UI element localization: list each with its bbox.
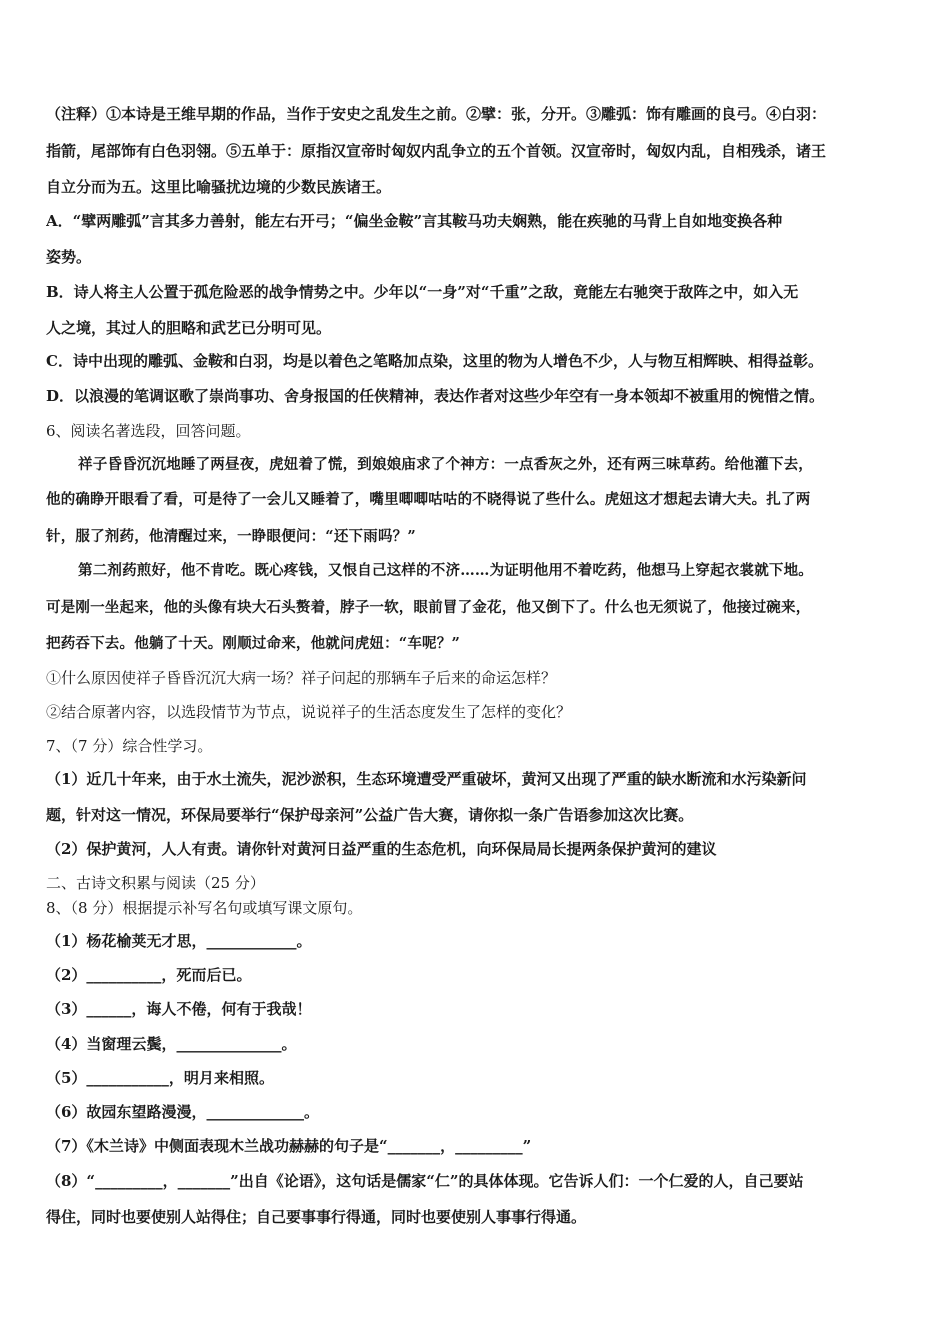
question-7-part-1-line-2: 题，针对这一情况，环保局要举行“保护母亲河”公益广告大赛，请你拟一条广告语参加这次比赛。 [46,806,694,824]
option-c: C．诗中出现的雕弧、金鞍和白羽，均是以着色之笔略加点染，这里的物为人增色不少，人与物互相辉映、相得益彰。 [46,352,823,370]
option-d: D．以浪漫的笔调讴歌了崇尚事功、舍身报国的任侠精神，表达作者对这些少年空有一身本领却不被重用的惋惜之情。 [46,387,825,405]
question-8-item-8-line-2: 得住，同时也要使别人站得住；自己要事事行得通，同时也要使别人事事行得通。 [46,1208,587,1226]
excerpt-p2-line-2: 可是刚一坐起来，他的头像有块大石头赘着，脖子一软，眼前冒了金花，他又倒下了。什么也无须说了，他接过碗来， [46,599,811,616]
note-line-2: 指箭，尾部饰有白色羽翎。⑤五单于：原指汉宣帝时匈奴内乱争立的五个首领。汉宣帝时，匈奴内乱，自相残杀，诸王 [46,142,827,160]
question-8-title: 8、（8 分）根据提示补写名句或填写课文原句。 [46,899,363,917]
question-8-item-4: （4）当窗理云鬓，______________。 [46,1035,297,1053]
question-6-title: 6、阅读名著选段，回答问题。 [46,422,251,440]
excerpt-p2-line-3: 把药吞下去。他躺了十天。刚顺过命来，他就问虎妞：“车呢？” [46,635,460,652]
option-a-line-2: 姿势。 [46,248,92,266]
question-8-item-3: （3）______，诲人不倦，何有于我哉！ [46,1000,312,1018]
question-8-item-7: （7）《木兰诗》中侧面表现木兰战功赫赫的句子是“_______，_________” [46,1137,532,1155]
question-8-item-5: （5）___________，明月来相照。 [46,1069,274,1087]
question-8-item-2: （2）__________，死而后已。 [46,966,252,984]
note-line-1: （注释）①本诗是王维早期的作品，当作于安史之乱发生之前。②擘：张，分开。③雕弧：饰有雕画的良弓。④白羽： [46,105,827,123]
excerpt-p1-line-1: 祥子昏昏沉沉地睡了两昼夜，虎妞着了慌，到娘娘庙求了个神方：一点香灰之外，还有两三味草药。给他灌下去， [78,456,813,473]
note-line-3: 自立分而为五。这里比喻骚扰边境的少数民族诸王。 [46,178,392,196]
question-6-sub-1: ①什么原因使祥子昏昏沉沉大病一场？祥子问起的那辆车子后来的命运怎样？ [46,669,557,687]
question-8-item-6: （6）故园东望路漫漫，_____________。 [46,1103,319,1121]
question-8-item-1: （1）杨花榆荚无才思，____________。 [46,932,312,950]
question-6-sub-2: ②结合原著内容，以选段情节为节点，说说祥子的生活态度发生了怎样的变化？ [46,703,572,721]
question-7-part-2: （2）保护黄河，人人有责。请你针对黄河日益严重的生态危机，向环保局局长提两条保护黄河的建议 [46,840,717,858]
option-b-line-1: B．诗人将主人公置于孤危险恶的战争情势之中。少年以“一身”对“千重”之敌，竟能左右驰突于敌阵之中，如入无 [46,283,799,301]
excerpt-p1-line-2: 他的确睁开眼看了看，可是待了一会儿又睡着了，嘴里唧唧咕咕的不晓得说了些什么。虎妞这才想起去请大夫。扎了两 [46,491,811,508]
question-8-item-8-line-1: （8）“_________，_______”出自《论语》，这句话是儒家“仁”的具体体现。它告诉人们：一个仁爱的人，自己要站 [46,1172,804,1190]
question-7-title: 7、（7 分）综合性学习。 [46,737,213,755]
option-b-line-2: 人之境，其过人的胆略和武艺已分明可见。 [46,319,332,337]
question-7-part-1-line-1: （1）近几十年来，由于水土流失，泥沙淤积，生态环境遭受严重破坏，黄河又出现了严重的缺水断流和水污染新问 [46,770,807,788]
excerpt-p2-line-1: 第二剂药煎好，他不肯吃。既心疼钱，又恨自己这样的不济……为证明他用不着吃药，他想马上穿起衣裳就下地。 [78,562,813,579]
excerpt-p1-line-3: 针，服了剂药，他清醒过来，一睁眼便问：“还下雨吗？” [46,528,416,545]
option-a-line-1: A．“擘两雕弧”言其多力善射，能左右开弓；“偏坐金鞍”言其鞍马功夫娴熟，能在疾驰的马背上自如地变换各种 [46,212,783,230]
section-2-title: 二、古诗文积累与阅读（25 分） [46,874,265,892]
